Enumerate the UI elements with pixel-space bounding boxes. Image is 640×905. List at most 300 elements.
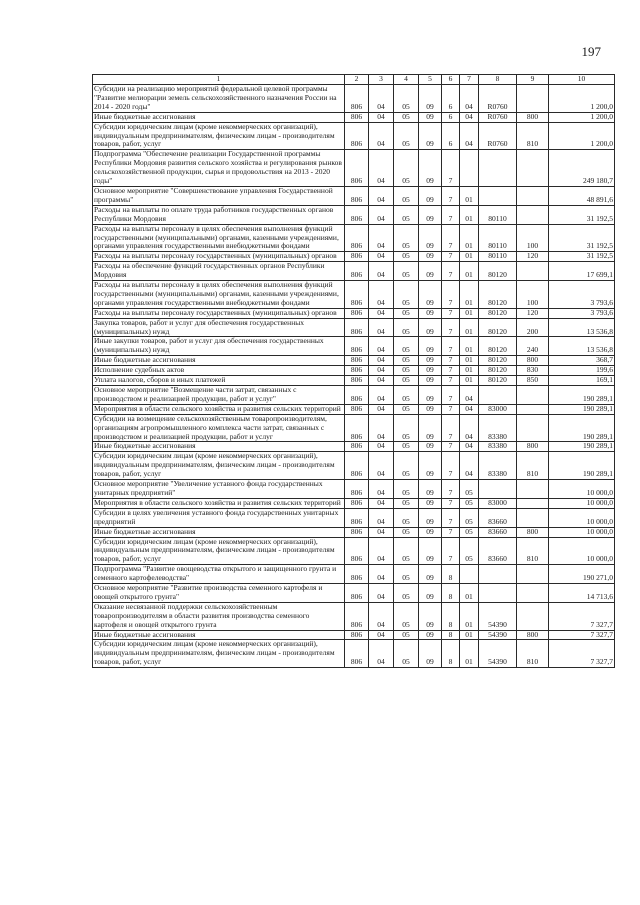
row-amount-cell: 1 200,0	[549, 112, 615, 122]
row-code-cell: 01	[460, 630, 479, 640]
table-row	[93, 186, 615, 205]
row-code-cell: 04	[369, 376, 394, 386]
row-amount-cell: 10 000,0	[549, 508, 615, 527]
row-code-cell	[460, 150, 479, 187]
header-cell: 5	[419, 75, 442, 85]
row-code-cell: 806	[345, 498, 369, 508]
row-code-cell: 04	[369, 262, 394, 281]
table-row	[93, 112, 615, 122]
row-code-cell: 01	[460, 224, 479, 252]
row-code-cell: 05	[394, 318, 419, 337]
row-code-cell: 05	[460, 498, 479, 508]
row-code-cell: 01	[460, 262, 479, 281]
row-code-cell: 04	[460, 386, 479, 405]
row-code-cell: 806	[345, 602, 369, 630]
row-code-cell: 04	[369, 281, 394, 309]
row-name-cell: Подпрограмма "Обеспечение реализации Государственной программы Республики Мордовия развития сельского хозяйства и регулирования рынков сельскохозяйственной продукции, сырья и продовольствия на 2013 - 2020 годы"	[93, 150, 345, 187]
row-code-cell: 7	[442, 366, 460, 376]
row-code-cell: 09	[419, 186, 442, 205]
table-row	[93, 356, 615, 366]
row-code-cell: 806	[345, 85, 369, 113]
row-code-cell	[517, 602, 549, 630]
row-code-cell: 05	[394, 376, 419, 386]
row-code-cell: 09	[419, 480, 442, 499]
row-amount-cell: 31 192,5	[549, 205, 615, 224]
table-row	[93, 318, 615, 337]
row-code-cell: 05	[394, 584, 419, 603]
table-row	[93, 281, 615, 309]
row-code-cell: 54390	[479, 602, 517, 630]
row-name-cell: Субсидии юридическим лицам (кроме некоммерческих организаций), индивидуальным предпринимателям, физическим лицам - производителям товаров, работ, услуг	[93, 537, 345, 565]
row-code-cell: 01	[460, 602, 479, 630]
table-row	[93, 224, 615, 252]
row-amount-cell: 13 536,8	[549, 337, 615, 356]
row-name-cell: Оказание несвязанной поддержки сельскохозяйственным товаропроизводителям в области развития производства семенного картофеля и овощей открытого грунта	[93, 602, 345, 630]
row-code-cell: 09	[419, 356, 442, 366]
row-code-cell: 04	[369, 122, 394, 150]
row-code-cell: 09	[419, 224, 442, 252]
row-code-cell: 7	[442, 205, 460, 224]
row-code-cell: 05	[394, 480, 419, 499]
row-code-cell: 09	[419, 584, 442, 603]
table-row	[93, 527, 615, 537]
row-code-cell: 01	[460, 186, 479, 205]
row-code-cell: 04	[369, 205, 394, 224]
header-cell: 8	[479, 75, 517, 85]
header-cell: 4	[394, 75, 419, 85]
row-code-cell: 09	[419, 404, 442, 414]
table-row	[93, 602, 615, 630]
row-code-cell: 04	[369, 565, 394, 584]
row-amount-cell: 190 289,1	[549, 452, 615, 480]
row-code-cell: 01	[460, 318, 479, 337]
table-row	[93, 630, 615, 640]
row-code-cell: 09	[419, 376, 442, 386]
row-code-cell	[517, 565, 549, 584]
row-code-cell: 806	[345, 281, 369, 309]
row-code-cell: 800	[517, 112, 549, 122]
row-code-cell: 7	[442, 414, 460, 442]
row-code-cell: 800	[517, 442, 549, 452]
row-code-cell: R0760	[479, 112, 517, 122]
row-amount-cell: 249 180,7	[549, 150, 615, 187]
row-code-cell: 806	[345, 186, 369, 205]
row-code-cell: 04	[369, 252, 394, 262]
row-name-cell: Субсидии юридическим лицам (кроме некоммерческих организаций), индивидуальным предпринимателям, физическим лицам - производителям товаров, работ, услуг	[93, 640, 345, 668]
row-code-cell: 04	[369, 498, 394, 508]
row-code-cell: 09	[419, 252, 442, 262]
header-cell: 3	[369, 75, 394, 85]
table-row	[93, 537, 615, 565]
row-code-cell: 09	[419, 565, 442, 584]
row-code-cell: 09	[419, 602, 442, 630]
row-name-cell: Субсидии юридическим лицам (кроме некоммерческих организаций), индивидуальным предпринимателям, физическим лицам - производителям товаров, работ, услуг	[93, 452, 345, 480]
row-amount-cell: 190 289,1	[549, 442, 615, 452]
row-code-cell: 09	[419, 366, 442, 376]
row-code-cell: 04	[460, 404, 479, 414]
row-code-cell	[517, 414, 549, 442]
row-amount-cell: 169,1	[549, 376, 615, 386]
row-code-cell: 80120	[479, 337, 517, 356]
row-amount-cell: 48 891,6	[549, 186, 615, 205]
row-code-cell: 04	[369, 480, 394, 499]
row-code-cell: 80120	[479, 308, 517, 318]
row-code-cell: 80110	[479, 252, 517, 262]
row-name-cell: Иные закупки товаров, работ и услуг для обеспечения государственных (муниципальных) нужд	[93, 337, 345, 356]
row-code-cell: 09	[419, 452, 442, 480]
row-amount-cell: 13 536,8	[549, 318, 615, 337]
row-amount-cell: 10 000,0	[549, 527, 615, 537]
row-code-cell: 7	[442, 386, 460, 405]
row-code-cell: 01	[460, 337, 479, 356]
row-code-cell: 04	[460, 442, 479, 452]
row-code-cell: R0760	[479, 122, 517, 150]
row-code-cell: 05	[394, 356, 419, 366]
row-code-cell: 09	[419, 537, 442, 565]
header-cell: 10	[549, 75, 615, 85]
row-code-cell: 806	[345, 386, 369, 405]
row-code-cell: 04	[460, 414, 479, 442]
row-amount-cell: 17 699,1	[549, 262, 615, 281]
row-code-cell: 120	[517, 308, 549, 318]
row-code-cell: 83000	[479, 404, 517, 414]
row-code-cell: 810	[517, 640, 549, 668]
row-code-cell: 7	[442, 527, 460, 537]
row-code-cell: 7	[442, 281, 460, 309]
row-code-cell: 05	[394, 508, 419, 527]
row-code-cell: 05	[394, 602, 419, 630]
table-row	[93, 480, 615, 499]
row-code-cell: 05	[394, 112, 419, 122]
row-name-cell: Субсидии на реализацию мероприятий федеральной целевой программы "Развитие мелиорации земель сельскохозяйственного назначения России на 2014 - 2020 годы"	[93, 85, 345, 113]
row-amount-cell: 3 793,6	[549, 281, 615, 309]
row-code-cell	[517, 262, 549, 281]
table-row	[93, 262, 615, 281]
row-code-cell: 806	[345, 112, 369, 122]
table-body	[93, 75, 615, 668]
row-code-cell: 04	[460, 85, 479, 113]
row-code-cell: 01	[460, 366, 479, 376]
row-code-cell: 806	[345, 376, 369, 386]
table-row	[93, 376, 615, 386]
row-name-cell: Субсидии юридическим лицам (кроме некоммерческих организаций), индивидуальным предпринимателям, физическим лицам - производителям товаров, работ, услуг	[93, 122, 345, 150]
row-name-cell: Иные бюджетные ассигнования	[93, 630, 345, 640]
row-code-cell: 80110	[479, 205, 517, 224]
row-code-cell: 05	[460, 527, 479, 537]
row-code-cell: 80120	[479, 356, 517, 366]
row-code-cell: 7	[442, 442, 460, 452]
row-code-cell	[479, 565, 517, 584]
row-name-cell: Расходы на обеспечение функций государственных органов Республики Мордовия	[93, 262, 345, 281]
row-code-cell: 7	[442, 308, 460, 318]
row-code-cell: 05	[394, 414, 419, 442]
row-code-cell: 830	[517, 366, 549, 376]
row-code-cell: 09	[419, 386, 442, 405]
table-row	[93, 404, 615, 414]
row-code-cell: 83660	[479, 527, 517, 537]
row-code-cell: 09	[419, 122, 442, 150]
row-code-cell: 01	[460, 356, 479, 366]
row-code-cell: 806	[345, 640, 369, 668]
table-row	[93, 205, 615, 224]
row-name-cell: Расходы на выплаты персоналу в целях обеспечения выполнения функций государственными (муниципальными) органами, казенными учреждениями, органами управления государственными внебюджетными фондами	[93, 281, 345, 309]
row-code-cell: 83380	[479, 414, 517, 442]
row-code-cell: 09	[419, 640, 442, 668]
row-code-cell: 09	[419, 527, 442, 537]
row-name-cell: Субсидии на возмещение сельскохозяйственным товаропроизводителям, организациям агропромышленного комплекса части затрат, связанных с производством и реализацией продукции, работ и услуг	[93, 414, 345, 442]
table-row	[93, 366, 615, 376]
row-code-cell: 7	[442, 186, 460, 205]
row-name-cell: Мероприятия в области сельского хозяйства и развития сельских территорий	[93, 404, 345, 414]
row-code-cell: 806	[345, 205, 369, 224]
row-code-cell: 01	[460, 376, 479, 386]
row-amount-cell: 7 327,7	[549, 630, 615, 640]
header-cell: 2	[345, 75, 369, 85]
row-code-cell: 04	[369, 186, 394, 205]
row-code-cell: 04	[369, 318, 394, 337]
row-name-cell: Основное мероприятие "Развитие производства семенного картофеля и овощей открытого грунта"	[93, 584, 345, 603]
row-code-cell: 04	[369, 414, 394, 442]
row-code-cell: 100	[517, 281, 549, 309]
table-row	[93, 150, 615, 187]
table-row	[93, 122, 615, 150]
row-code-cell: 04	[460, 452, 479, 480]
row-code-cell: 8	[442, 602, 460, 630]
row-code-cell	[517, 584, 549, 603]
row-code-cell: 05	[394, 308, 419, 318]
row-code-cell: 05	[394, 452, 419, 480]
row-code-cell: 83660	[479, 508, 517, 527]
row-code-cell: 83660	[479, 537, 517, 565]
row-name-cell: Закупка товаров, работ и услуг для обеспечения государственных (муниципальных) нужд	[93, 318, 345, 337]
row-code-cell: 01	[460, 281, 479, 309]
row-code-cell: 200	[517, 318, 549, 337]
row-code-cell: 05	[394, 150, 419, 187]
row-code-cell: 05	[394, 85, 419, 113]
row-amount-cell: 31 192,5	[549, 224, 615, 252]
row-code-cell: 850	[517, 376, 549, 386]
row-code-cell: 800	[517, 356, 549, 366]
row-code-cell: 806	[345, 150, 369, 187]
row-code-cell: 7	[442, 537, 460, 565]
row-code-cell: 80120	[479, 366, 517, 376]
row-code-cell: 05	[394, 262, 419, 281]
row-code-cell: 806	[345, 537, 369, 565]
row-code-cell: 7	[442, 318, 460, 337]
row-code-cell: 7	[442, 498, 460, 508]
row-code-cell: 04	[369, 452, 394, 480]
row-name-cell: Основное мероприятие "Возмещение части затрат, связанных с производством и реализацией продукции, работ и услуг"	[93, 386, 345, 405]
row-code-cell: 05	[394, 205, 419, 224]
row-name-cell: Уплата налогов, сборов и иных платежей	[93, 376, 345, 386]
row-code-cell: 80120	[479, 318, 517, 337]
row-code-cell	[479, 584, 517, 603]
row-code-cell: 83380	[479, 442, 517, 452]
row-name-cell: Подпрограмма "Развитие овощеводства открытого и защищенного грунта и семенного картофелеводства"	[93, 565, 345, 584]
row-code-cell: 806	[345, 527, 369, 537]
row-code-cell: 7	[442, 480, 460, 499]
row-name-cell: Иные бюджетные ассигнования	[93, 442, 345, 452]
row-code-cell: 54390	[479, 630, 517, 640]
row-name-cell: Мероприятия в области сельского хозяйства и развития сельских территорий	[93, 498, 345, 508]
page-number: 197	[581, 44, 601, 59]
row-amount-cell: 190 289,1	[549, 414, 615, 442]
row-code-cell: 04	[369, 337, 394, 356]
row-name-cell: Субсидии в целях увеличения уставного фонда государственных унитарных предприятий	[93, 508, 345, 527]
row-amount-cell: 14 713,6	[549, 584, 615, 603]
row-code-cell: 05	[394, 386, 419, 405]
row-code-cell	[517, 404, 549, 414]
row-code-cell: 7	[442, 376, 460, 386]
row-name-cell: Иные бюджетные ассигнования	[93, 356, 345, 366]
row-code-cell: 806	[345, 442, 369, 452]
row-code-cell	[479, 480, 517, 499]
row-code-cell: 05	[460, 480, 479, 499]
row-code-cell: 05	[394, 281, 419, 309]
row-code-cell: 7	[442, 404, 460, 414]
row-name-cell: Расходы на выплаты по оплате труда работников государственных органов Республики Мордовия	[93, 205, 345, 224]
row-code-cell: 01	[460, 308, 479, 318]
header-cell: 9	[517, 75, 549, 85]
table-row	[93, 308, 615, 318]
row-code-cell: 810	[517, 452, 549, 480]
table-row	[93, 584, 615, 603]
row-code-cell: 09	[419, 205, 442, 224]
table-row	[93, 414, 615, 442]
table-row	[93, 252, 615, 262]
row-code-cell: 806	[345, 366, 369, 376]
row-name-cell: Иные бюджетные ассигнования	[93, 112, 345, 122]
row-name-cell: Основное мероприятие "Увеличение уставного фонда государственных унитарных предприятий"	[93, 480, 345, 499]
row-code-cell	[479, 150, 517, 187]
row-code-cell: 05	[394, 366, 419, 376]
row-code-cell: 6	[442, 122, 460, 150]
row-code-cell: 09	[419, 414, 442, 442]
row-code-cell	[460, 565, 479, 584]
row-code-cell: 05	[394, 498, 419, 508]
row-code-cell: 04	[369, 442, 394, 452]
row-code-cell: 7	[442, 224, 460, 252]
row-code-cell: 806	[345, 224, 369, 252]
table-row	[93, 85, 615, 113]
row-code-cell: 8	[442, 584, 460, 603]
row-code-cell: 05	[394, 442, 419, 452]
row-code-cell: 54390	[479, 640, 517, 668]
row-code-cell: 05	[460, 508, 479, 527]
table-row	[93, 442, 615, 452]
row-code-cell: 05	[394, 640, 419, 668]
row-name-cell: Основное мероприятие "Совершенствование управления Государственной программы"	[93, 186, 345, 205]
table-row	[93, 386, 615, 405]
row-code-cell: 04	[369, 308, 394, 318]
row-code-cell: 09	[419, 508, 442, 527]
row-code-cell: 09	[419, 498, 442, 508]
row-amount-cell: 7 327,7	[549, 640, 615, 668]
row-code-cell: 800	[517, 630, 549, 640]
row-code-cell: 05	[394, 252, 419, 262]
row-code-cell: 6	[442, 112, 460, 122]
row-code-cell: R0760	[479, 85, 517, 113]
row-code-cell: 806	[345, 508, 369, 527]
row-code-cell	[479, 186, 517, 205]
row-code-cell: 04	[369, 112, 394, 122]
row-code-cell: 01	[460, 584, 479, 603]
row-code-cell: 04	[369, 508, 394, 527]
row-code-cell: 7	[442, 337, 460, 356]
row-code-cell: 05	[394, 186, 419, 205]
row-code-cell: 806	[345, 480, 369, 499]
row-name-cell: Расходы на выплаты персоналу государственных (муниципальных) органов	[93, 308, 345, 318]
row-code-cell: 01	[460, 252, 479, 262]
row-code-cell: 09	[419, 150, 442, 187]
row-code-cell: 806	[345, 252, 369, 262]
row-code-cell: 04	[369, 527, 394, 537]
row-amount-cell: 190 289,1	[549, 386, 615, 405]
row-code-cell: 01	[460, 640, 479, 668]
row-code-cell: 83380	[479, 452, 517, 480]
row-code-cell: 05	[394, 537, 419, 565]
row-code-cell: 05	[394, 224, 419, 252]
row-code-cell: 04	[369, 366, 394, 376]
row-code-cell: 09	[419, 630, 442, 640]
row-amount-cell: 190 271,0	[549, 565, 615, 584]
row-amount-cell: 368,7	[549, 356, 615, 366]
row-code-cell: 09	[419, 85, 442, 113]
row-code-cell: 7	[442, 508, 460, 527]
row-name-cell: Иные бюджетные ассигнования	[93, 527, 345, 537]
row-code-cell: 09	[419, 262, 442, 281]
row-code-cell: 806	[345, 337, 369, 356]
row-code-cell: 04	[369, 356, 394, 366]
row-code-cell	[517, 85, 549, 113]
row-code-cell: 09	[419, 308, 442, 318]
row-code-cell: 05	[394, 122, 419, 150]
row-name-cell: Исполнение судебных актов	[93, 366, 345, 376]
header-cell: 7	[460, 75, 479, 85]
row-code-cell	[517, 498, 549, 508]
row-code-cell: 806	[345, 404, 369, 414]
row-code-cell: 04	[369, 602, 394, 630]
row-code-cell	[479, 386, 517, 405]
row-code-cell: 810	[517, 122, 549, 150]
table-header-row	[93, 75, 615, 85]
row-code-cell: 810	[517, 537, 549, 565]
row-code-cell: 04	[369, 537, 394, 565]
row-code-cell: 05	[394, 565, 419, 584]
row-code-cell: 806	[345, 262, 369, 281]
row-code-cell: 806	[345, 414, 369, 442]
row-code-cell: 05	[460, 537, 479, 565]
row-code-cell: 04	[369, 630, 394, 640]
row-code-cell: 806	[345, 452, 369, 480]
row-code-cell: 05	[394, 527, 419, 537]
row-code-cell: 100	[517, 224, 549, 252]
row-code-cell: 09	[419, 112, 442, 122]
row-code-cell: 04	[369, 640, 394, 668]
row-code-cell: 04	[460, 122, 479, 150]
row-code-cell: 7	[442, 452, 460, 480]
table-row	[93, 565, 615, 584]
row-code-cell: 806	[345, 630, 369, 640]
row-name-cell: Расходы на выплаты персоналу в целях обеспечения выполнения функций государственными (муниципальными) органами, казенными учреждениями, органами управления государственными внебюджетными фондами	[93, 224, 345, 252]
row-code-cell: 04	[369, 386, 394, 405]
row-code-cell	[517, 186, 549, 205]
table-row	[93, 452, 615, 480]
row-code-cell: 83000	[479, 498, 517, 508]
row-code-cell: 09	[419, 281, 442, 309]
row-code-cell: 80120	[479, 262, 517, 281]
row-code-cell: 01	[460, 205, 479, 224]
